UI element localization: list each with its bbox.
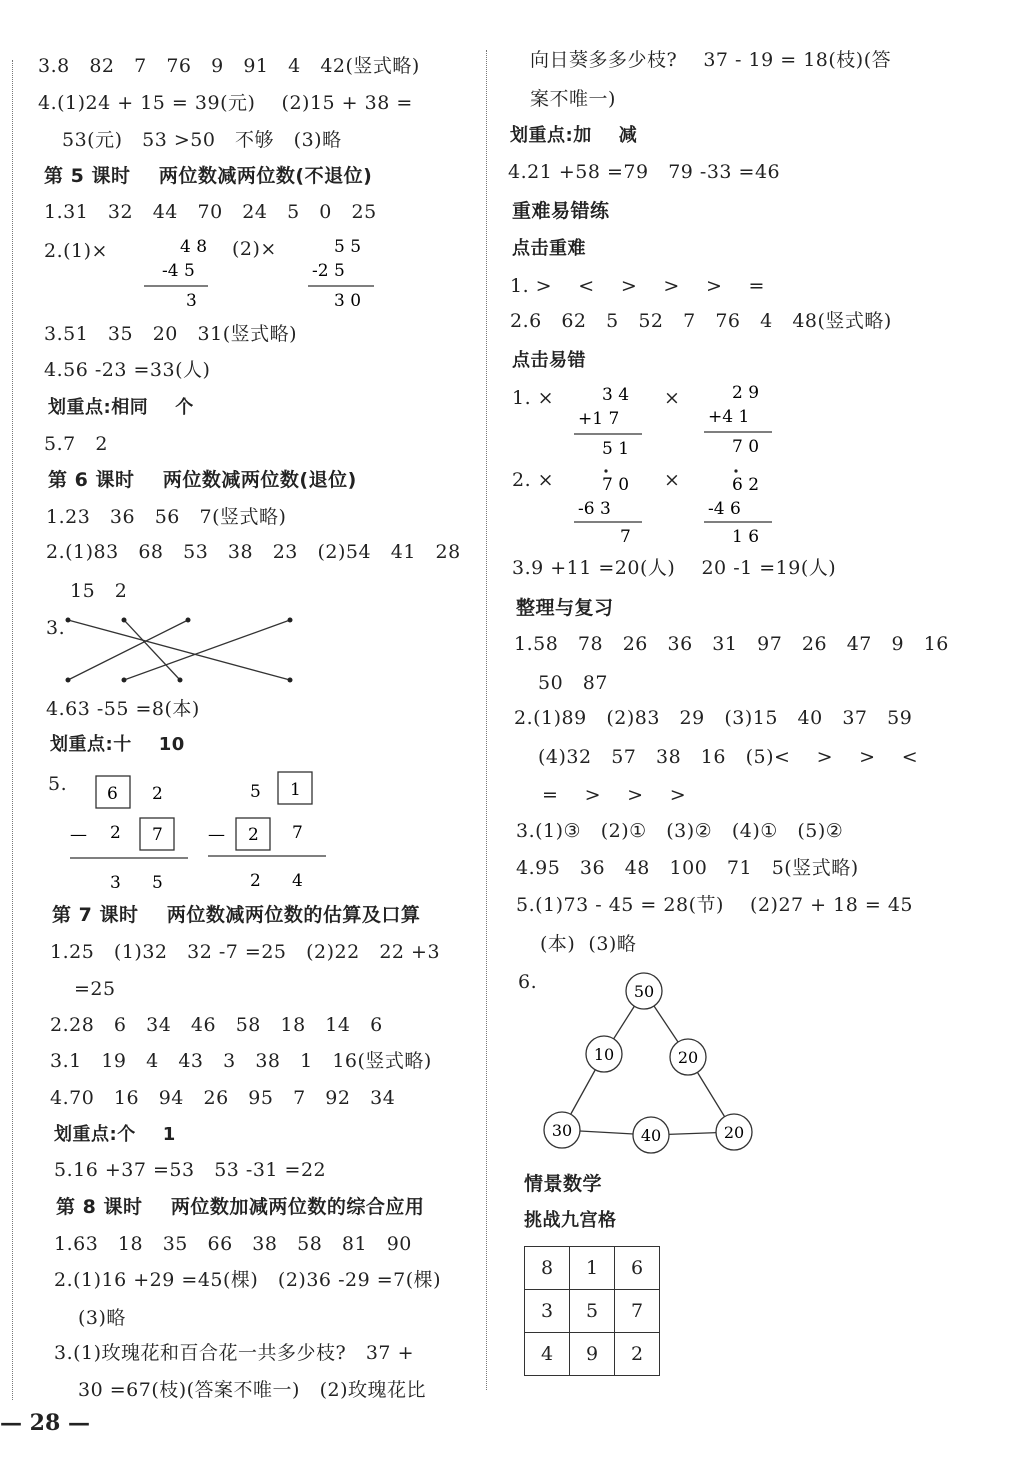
- box-subtraction-2: [206, 770, 336, 896]
- answer-line: 3.: [46, 617, 66, 639]
- answer-line: 3.8 82 7 76 9 91 4 42(竖式略): [38, 55, 420, 77]
- grid-cell: 8: [525, 1247, 570, 1290]
- box-subtraction-1: [66, 770, 196, 896]
- grid-cell: 7: [615, 1290, 660, 1333]
- answer-line: 向日葵多多少枝? 37 - 19 = 18(枝)(答: [530, 49, 892, 71]
- answer-line: 1. ×: [512, 387, 555, 409]
- center-divider: [486, 50, 487, 1390]
- calc-top: 7 0: [602, 475, 630, 495]
- answer-line: 2. ×: [512, 469, 555, 491]
- answer-line: 1.58 78 26 36 31 97 26 47 9 16: [514, 633, 949, 655]
- answer-line: (2)×: [232, 238, 277, 260]
- answer-line: 1.31 32 44 70 24 5 0 25: [44, 201, 377, 223]
- sub-heading: 挑战九宫格: [524, 1210, 617, 1231]
- answer-line: 4.70 16 94 26 95 7 92 34: [50, 1087, 396, 1109]
- key-point: 划重点:个 1: [54, 1124, 176, 1145]
- digit: 5: [250, 782, 261, 802]
- key-point: 划重点:相同 个: [48, 397, 194, 418]
- answer-line: ×: [664, 387, 681, 409]
- calc-mid: -4 6: [708, 499, 741, 519]
- answer-line: ×: [664, 469, 681, 491]
- node-value: 50: [633, 982, 655, 1001]
- node-value: 20: [677, 1048, 699, 1067]
- answer-line: 4.21 +58 =79 79 -33 =46: [508, 161, 781, 183]
- calc-mid: -6 3: [578, 499, 611, 519]
- calc-mid: +1 7: [578, 409, 620, 429]
- digit: 2: [110, 823, 121, 843]
- answer-line: 4.(1)24 + 15 = 39(元) (2)15 + 38 =: [38, 92, 413, 114]
- answer-line: 5.: [48, 773, 68, 795]
- number-triangle: [530, 965, 770, 1165]
- answer-line: 4.95 36 48 100 71 5(竖式略): [516, 857, 859, 879]
- answer-line: 1.63 18 35 66 38 58 81 90: [54, 1233, 412, 1255]
- grid-cell: 5: [570, 1290, 615, 1333]
- key-point: 划重点:十 10: [50, 734, 185, 755]
- lesson-heading: 第 8 课时 两位数加减两位数的综合应用: [56, 1196, 425, 1218]
- answer-line: 5.7 2: [44, 433, 108, 455]
- page-number: — 28 —: [0, 1410, 90, 1436]
- vertical-calc-1: [140, 232, 220, 312]
- answer-line: (本) (3)略: [540, 933, 637, 955]
- answer-line: 3.(1)玫瑰花和百合花一共多少枝? 37 +: [54, 1342, 414, 1364]
- answer-line: 3.9 +11 =20(人) 20 -1 =19(人): [512, 557, 837, 579]
- answer-line: 6.: [518, 971, 538, 993]
- answer-line: 50 87: [538, 672, 608, 694]
- svg-text:—: —: [208, 825, 225, 845]
- answer-line: 1.23 36 56 7(竖式略): [46, 506, 287, 528]
- answer-line: 2.(1)89 (2)83 29 (3)15 40 37 59: [514, 707, 913, 729]
- calc-result: 7: [620, 527, 631, 546]
- section-heading: 情景数学: [524, 1173, 603, 1195]
- node-value: 20: [723, 1123, 745, 1142]
- lesson-heading: 第 5 课时 两位数减两位数(不退位): [44, 165, 373, 187]
- calc-mid: -4 5: [162, 261, 195, 281]
- answer-line: 2.(1)83 68 53 38 23 (2)54 41 28: [46, 541, 461, 563]
- sub-heading: 点击重难: [512, 238, 586, 259]
- vertical-calc-2: [304, 232, 384, 312]
- grid-cell: 6: [615, 1247, 660, 1290]
- answer-line: 2.(1)×: [44, 240, 108, 262]
- digit: 6: [107, 784, 118, 804]
- sub-heading: 点击易错: [512, 350, 586, 371]
- calc-top: 6 2: [732, 475, 760, 495]
- calc-result: 5 1: [602, 439, 630, 459]
- section-heading: 重难易错练: [512, 200, 610, 222]
- calc-mid: -2 5: [312, 261, 345, 281]
- grid-cell: 2: [615, 1333, 660, 1376]
- answer-line: 3.51 35 20 31(竖式略): [44, 323, 298, 345]
- answer-line: (4)32 57 38 16 (5)< > > <: [538, 746, 919, 768]
- calc-top: 5 5: [334, 237, 362, 257]
- answer-line: 4.56 -23 =33(人): [44, 359, 211, 381]
- calc-result: 3 0: [334, 291, 362, 311]
- error-calc-1a: [570, 380, 650, 462]
- calc-mid: +4 1: [708, 407, 750, 427]
- answer-line: 53(元) 53 >50 不够 (3)略: [62, 129, 342, 151]
- grid-cell: 1: [570, 1247, 615, 1290]
- key-point: 划重点:加 减: [510, 125, 638, 146]
- answer-line: 1.25 (1)32 32 -7 =25 (2)22 22 +3: [50, 941, 441, 963]
- node-value: 30: [551, 1121, 573, 1140]
- digit: 2: [152, 784, 163, 804]
- answer-line: 2.28 6 34 46 58 18 14 6: [50, 1014, 383, 1036]
- error-calc-2a: [570, 464, 650, 546]
- answer-line: 2.6 62 5 52 7 76 4 48(竖式略): [510, 310, 892, 332]
- answer-line: 5.16 +37 =53 53 -31 =22: [54, 1159, 327, 1181]
- matching-lines: [60, 610, 300, 690]
- calc-result: 1 6: [732, 527, 760, 546]
- answer-line: 15 2: [70, 580, 128, 602]
- answer-line: 1. > < > > > =: [510, 275, 765, 297]
- svg-text:—: —: [70, 825, 87, 845]
- grid-cell: 3: [525, 1290, 570, 1333]
- magic-square: [524, 1246, 660, 1376]
- left-margin-line: [12, 60, 13, 1400]
- lesson-heading: 第 6 课时 两位数减两位数(退位): [48, 469, 357, 491]
- lesson-heading: 第 7 课时 两位数减两位数的估算及口算: [52, 904, 421, 926]
- grid-cell: 4: [525, 1333, 570, 1376]
- digit: 5: [152, 873, 163, 893]
- answer-line: 5.(1)73 - 45 = 28(节) (2)27 + 18 = 45: [516, 894, 913, 916]
- node-value: 10: [593, 1045, 615, 1064]
- digit: 3: [110, 873, 121, 893]
- answer-line: (3)略: [78, 1307, 126, 1329]
- calc-top: 3 4: [602, 385, 630, 405]
- answer-line: 4.63 -55 =8(本): [46, 698, 200, 720]
- calc-top: 4 8: [180, 237, 208, 257]
- error-calc-1b: [700, 378, 780, 460]
- answer-line: = > > >: [542, 784, 687, 806]
- calc-top: 2 9: [732, 383, 760, 403]
- grid-cell: 9: [570, 1333, 615, 1376]
- answer-line: =25: [74, 978, 116, 1000]
- calc-result: 3: [186, 291, 197, 311]
- error-calc-2b: [700, 464, 780, 546]
- answer-line: 30 =67(枝)(答案不唯一) (2)玫瑰花比: [78, 1379, 426, 1401]
- answer-line: 3.(1)③ (2)① (3)② (4)① (5)②: [516, 820, 844, 842]
- digit: 7: [292, 823, 303, 843]
- calc-result: 7 0: [732, 437, 760, 457]
- answer-line: 3.1 19 4 43 3 38 1 16(竖式略): [50, 1050, 432, 1072]
- section-heading: 整理与复习: [516, 597, 614, 619]
- node-value: 40: [640, 1126, 662, 1145]
- answer-line: 案不唯一): [530, 88, 616, 110]
- digit: 2: [248, 825, 259, 845]
- answer-line: 2.(1)16 +29 =45(棵) (2)36 -29 =7(棵): [54, 1269, 442, 1291]
- digit: 2: [250, 871, 261, 891]
- digit: 7: [152, 825, 163, 845]
- digit: 4: [292, 871, 303, 891]
- digit: 1: [290, 780, 301, 800]
